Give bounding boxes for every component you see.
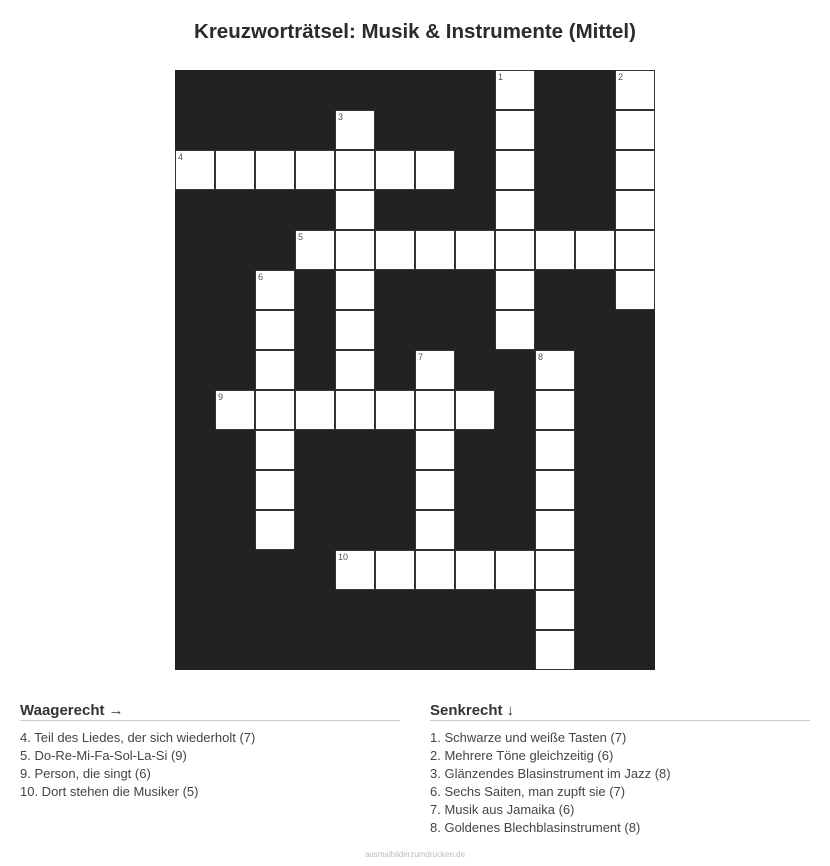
- grid-cell[interactable]: [335, 150, 375, 190]
- grid-cell[interactable]: [535, 430, 575, 470]
- grid-cell[interactable]: [615, 230, 655, 270]
- grid-cell[interactable]: [415, 350, 455, 390]
- grid-cell[interactable]: [255, 510, 295, 550]
- grid-cell[interactable]: [535, 390, 575, 430]
- grid-cell[interactable]: [375, 150, 415, 190]
- right-arrow-icon: →: [108, 702, 124, 719]
- grid-cell[interactable]: [375, 390, 415, 430]
- grid-cell[interactable]: [615, 190, 655, 230]
- grid-cell[interactable]: [495, 230, 535, 270]
- clue-number: 8: [538, 352, 544, 362]
- grid-cell[interactable]: [335, 110, 375, 150]
- clue-number: 2: [618, 72, 624, 82]
- grid-cell[interactable]: [175, 150, 215, 190]
- clue-number: 4: [178, 152, 184, 162]
- clue-number: 3: [338, 112, 344, 122]
- clue-number: 1: [498, 72, 504, 82]
- grid-cell[interactable]: [495, 310, 535, 350]
- across-heading-label: Waagerecht: [20, 702, 105, 719]
- footer-credit: ausmalbilderzumdrucken.de: [364, 850, 466, 859]
- grid-cell[interactable]: [375, 230, 415, 270]
- grid-cell[interactable]: [255, 390, 295, 430]
- down-clue: 2. Mehrere Töne gleichzeitig (6): [430, 748, 614, 763]
- crossword-grid: [175, 70, 655, 670]
- grid-cell[interactable]: [615, 150, 655, 190]
- grid-cell[interactable]: [295, 230, 335, 270]
- grid-cell[interactable]: [615, 110, 655, 150]
- grid-cell[interactable]: [495, 270, 535, 310]
- grid-cell[interactable]: [535, 550, 575, 590]
- down-heading-label: Senkrecht: [430, 702, 503, 719]
- clue-number: 5: [298, 232, 304, 242]
- grid-cell[interactable]: [415, 510, 455, 550]
- grid-cell[interactable]: [335, 230, 375, 270]
- grid-cell[interactable]: [535, 470, 575, 510]
- grid-cell[interactable]: [335, 390, 375, 430]
- grid-cell[interactable]: [295, 150, 335, 190]
- grid-cell[interactable]: [615, 270, 655, 310]
- grid-cell[interactable]: [415, 550, 455, 590]
- across-heading: [20, 702, 400, 721]
- clue-number: 7: [418, 352, 424, 362]
- clue-number: 6: [258, 272, 264, 282]
- grid-cell[interactable]: [415, 150, 455, 190]
- grid-cell[interactable]: [535, 630, 575, 670]
- grid-cell[interactable]: [455, 390, 495, 430]
- grid-cell[interactable]: [495, 190, 535, 230]
- across-clue: 5. Do-Re-Mi-Fa-Sol-La-Si (9): [20, 748, 187, 763]
- grid-cell[interactable]: [495, 70, 535, 110]
- down-clue: 3. Glänzendes Blasinstrument im Jazz (8): [430, 766, 671, 781]
- grid-cell[interactable]: [335, 350, 375, 390]
- page-title: Kreuzworträtsel: Musik & Instrumente (Mittel): [194, 20, 636, 43]
- clue-number: 10: [338, 552, 349, 562]
- grid-cell[interactable]: [215, 150, 255, 190]
- grid-cell[interactable]: [255, 150, 295, 190]
- grid-cell[interactable]: [415, 390, 455, 430]
- grid-cell[interactable]: [295, 390, 335, 430]
- grid-cell[interactable]: [535, 510, 575, 550]
- grid-cell[interactable]: [415, 230, 455, 270]
- down-clue: 8. Goldenes Blechblasinstrument (8): [430, 820, 641, 835]
- grid-cell[interactable]: [215, 390, 255, 430]
- across-clue: 4. Teil des Liedes, der sich wiederholt (7): [20, 730, 256, 745]
- grid-cell[interactable]: [455, 230, 495, 270]
- grid-cell[interactable]: [255, 430, 295, 470]
- down-clue: 1. Schwarze und weiße Tasten (7): [430, 730, 627, 745]
- grid-cell[interactable]: [255, 350, 295, 390]
- grid-cell[interactable]: [255, 270, 295, 310]
- clue-number: 9: [218, 392, 224, 402]
- across-clue: 9. Person, die singt (6): [20, 766, 151, 781]
- down-arrow-icon: ↓: [506, 702, 515, 719]
- grid-cell[interactable]: [535, 230, 575, 270]
- down-clue: 6. Sechs Saiten, man zupft sie (7): [430, 784, 626, 799]
- grid-cell[interactable]: [535, 590, 575, 630]
- grid-cell[interactable]: [575, 230, 615, 270]
- grid-cell[interactable]: [375, 550, 415, 590]
- grid-cell[interactable]: [455, 550, 495, 590]
- grid-cell[interactable]: [495, 150, 535, 190]
- across-clues-panel: [20, 702, 400, 801]
- across-clue: 10. Dort stehen die Musiker (5): [20, 784, 199, 799]
- down-clue: 7. Musik aus Jamaika (6): [430, 802, 575, 817]
- down-clues-panel: [430, 702, 810, 837]
- down-heading: [430, 702, 810, 721]
- grid-cell[interactable]: [535, 350, 575, 390]
- grid-cell[interactable]: [495, 550, 535, 590]
- grid-cell[interactable]: [335, 550, 375, 590]
- grid-cell[interactable]: [615, 70, 655, 110]
- grid-cell[interactable]: [255, 470, 295, 510]
- grid-cell[interactable]: [335, 190, 375, 230]
- grid-cell[interactable]: [335, 310, 375, 350]
- grid-cell[interactable]: [415, 430, 455, 470]
- grid-cell[interactable]: [255, 310, 295, 350]
- grid-cell[interactable]: [335, 270, 375, 310]
- grid-cell[interactable]: [415, 470, 455, 510]
- grid-cell[interactable]: [495, 110, 535, 150]
